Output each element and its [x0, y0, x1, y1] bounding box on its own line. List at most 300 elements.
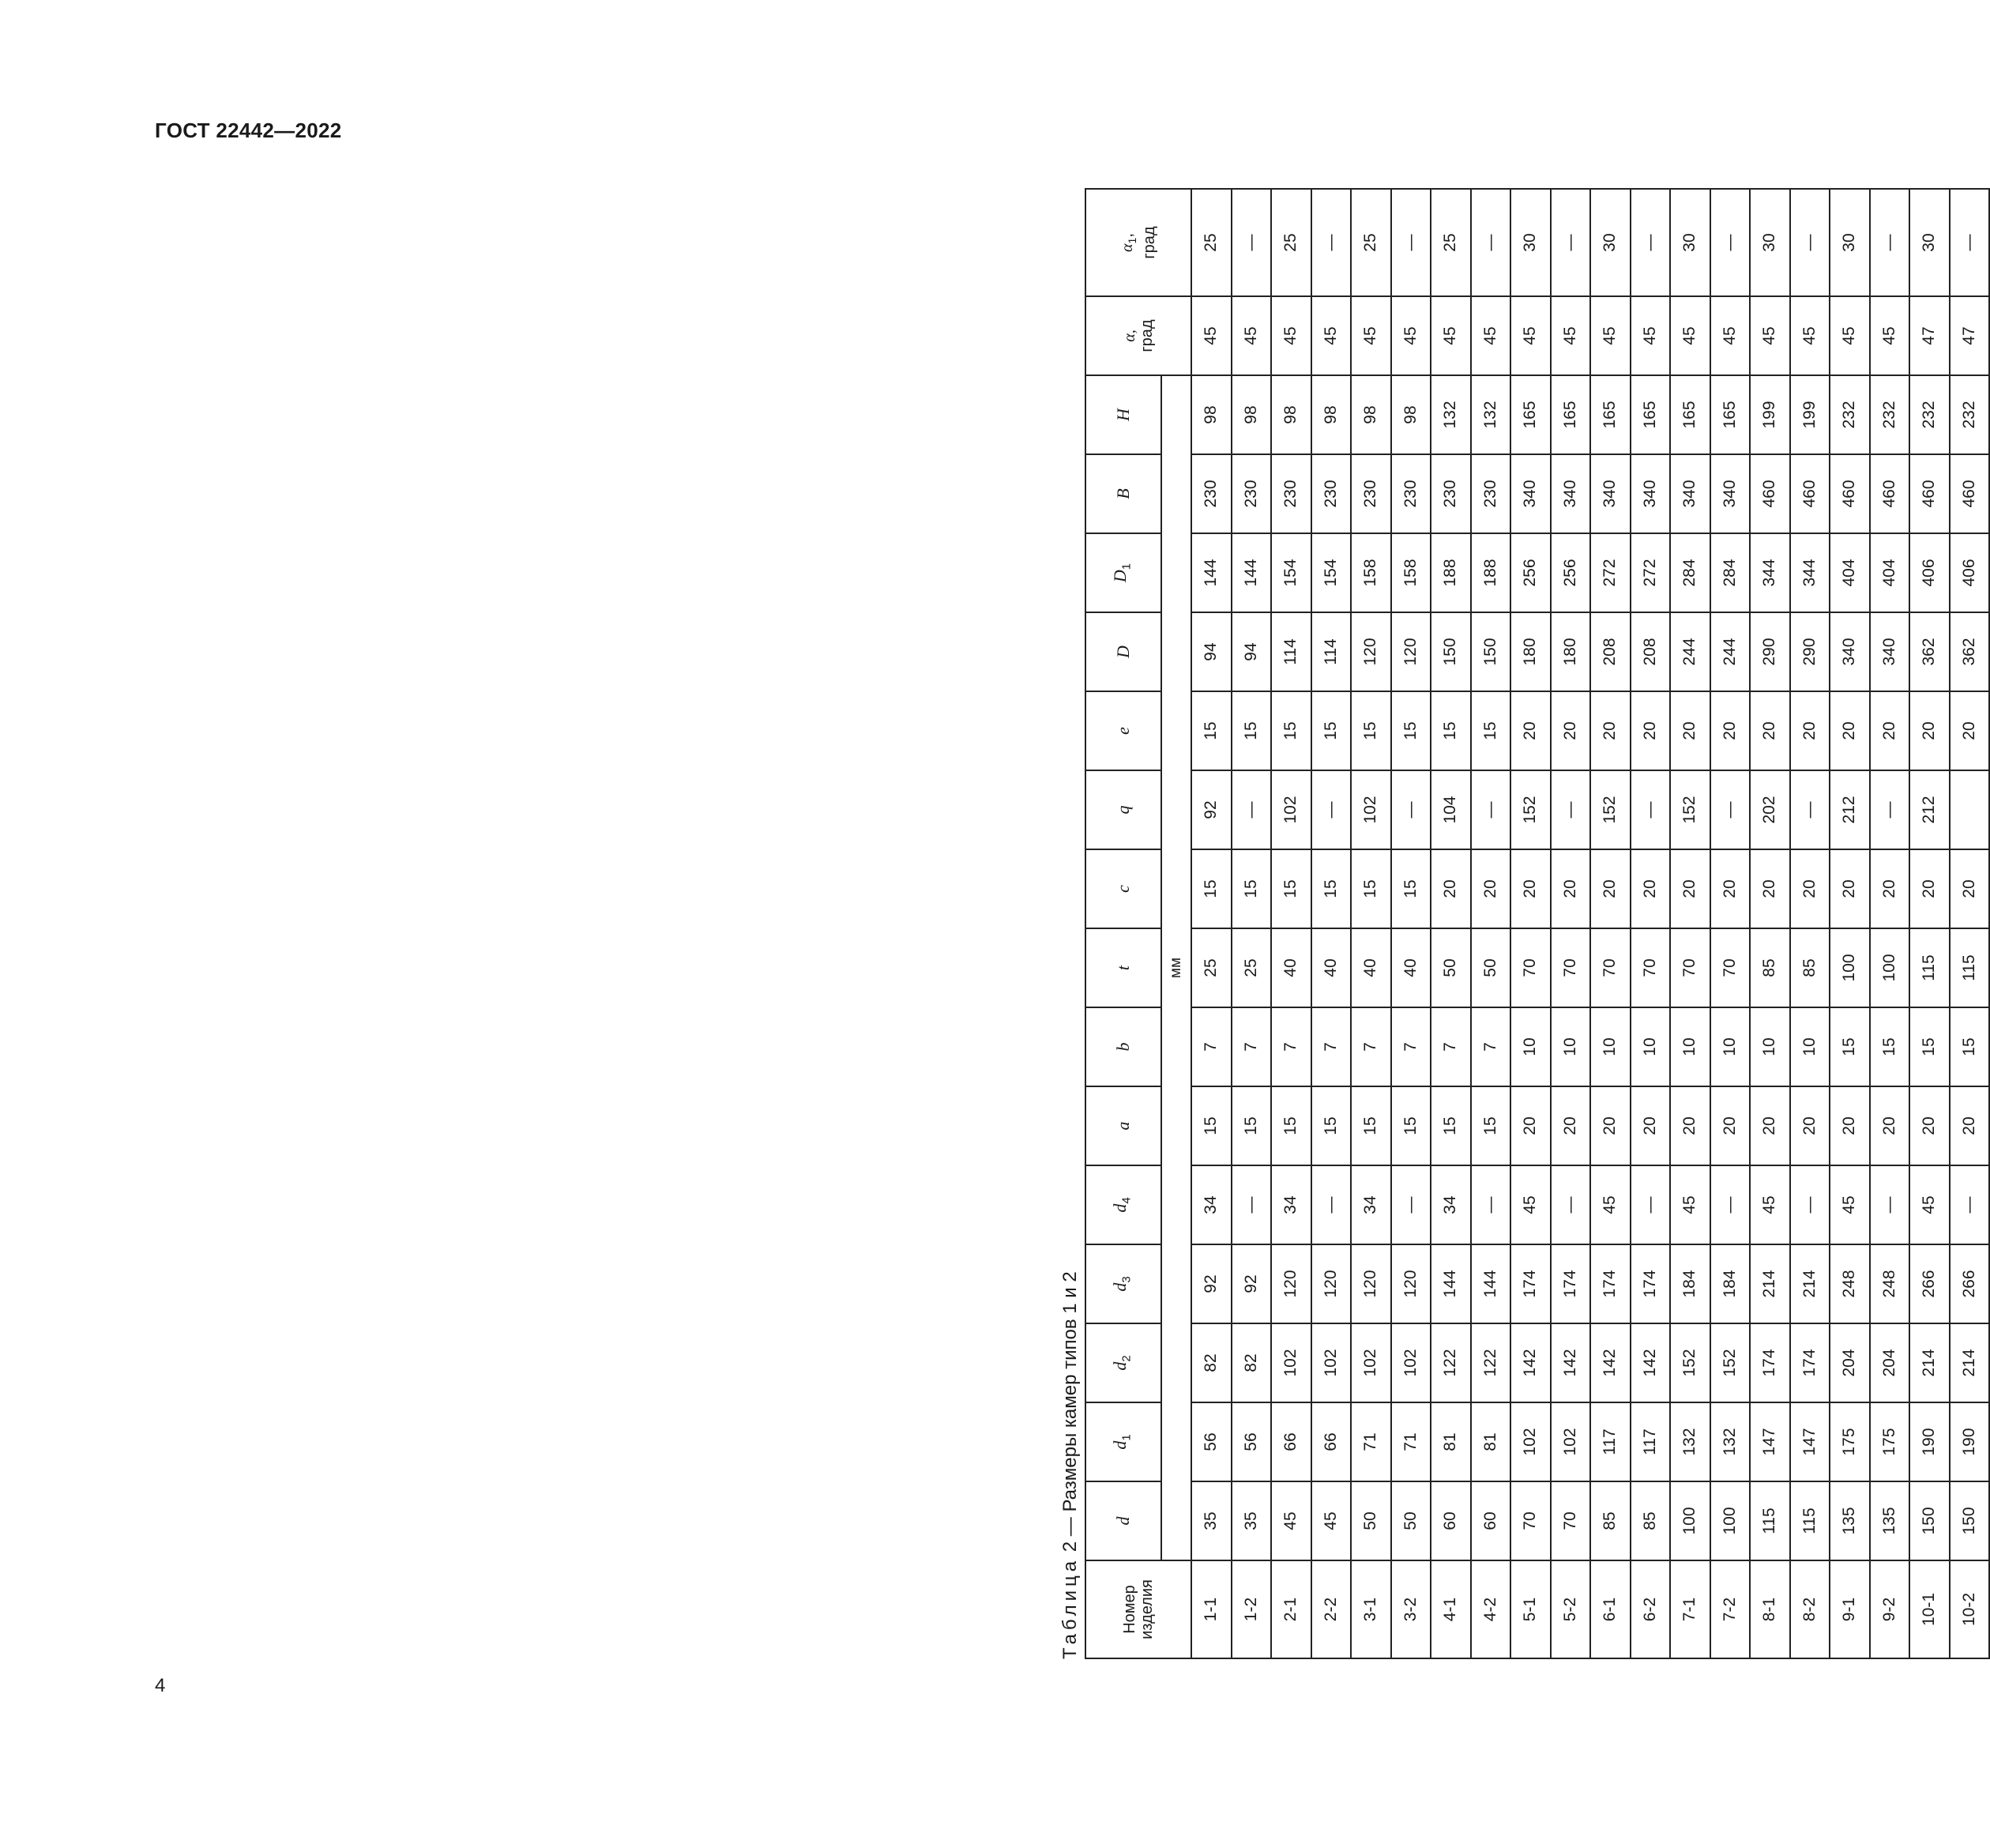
cell-D1: 406	[1909, 533, 1950, 612]
table-row	[1830, 189, 1870, 1658]
cell-q: 102	[1271, 770, 1311, 849]
cell-d2: 82	[1191, 1323, 1232, 1402]
cell-t: 40	[1271, 928, 1311, 1007]
cell-b: 7	[1471, 1007, 1511, 1086]
table-row	[1909, 189, 1950, 1658]
cell-d4: —	[1950, 1165, 1990, 1244]
col-header-d1: $d_1$	[1085, 1402, 1161, 1481]
cell-e: 15	[1191, 691, 1232, 770]
cell-a: 20	[1670, 1086, 1710, 1165]
col-header-d: d	[1085, 1481, 1161, 1560]
cell-product-number: 9-2	[1870, 1560, 1910, 1658]
dimensions-table	[1085, 188, 1990, 1659]
cell-alpha: 45	[1271, 296, 1311, 375]
cell-a: 15	[1391, 1086, 1431, 1165]
cell-d4: 45	[1830, 1165, 1870, 1244]
cell-alpha: 45	[1391, 296, 1431, 375]
cell-b: 10	[1551, 1007, 1591, 1086]
table-row	[1232, 189, 1272, 1658]
cell-alpha1: —	[1710, 189, 1751, 296]
cell-D1: 144	[1232, 533, 1272, 612]
cell-d2: 142	[1590, 1323, 1631, 1402]
cell-alpha: 45	[1870, 296, 1910, 375]
cell-c: 20	[1551, 849, 1591, 928]
cell-D1: 284	[1710, 533, 1751, 612]
cell-e: 20	[1631, 691, 1671, 770]
cell-D1: 154	[1271, 533, 1311, 612]
cell-product-number: 9-1	[1830, 1560, 1870, 1658]
cell-b: 10	[1590, 1007, 1631, 1086]
cell-product-number: 2-2	[1311, 1560, 1352, 1658]
cell-alpha: 45	[1790, 296, 1830, 375]
cell-d2: 122	[1431, 1323, 1471, 1402]
cell-d1: 81	[1471, 1402, 1511, 1481]
cell-d4: 34	[1271, 1165, 1311, 1244]
cell-d1: 190	[1909, 1402, 1950, 1481]
cell-d1: 132	[1710, 1402, 1751, 1481]
cell-e: 15	[1271, 691, 1311, 770]
cell-t: 70	[1670, 928, 1710, 1007]
cell-b: 7	[1271, 1007, 1311, 1086]
cell-product-number: 4-2	[1471, 1560, 1511, 1658]
cell-c: 20	[1950, 849, 1990, 928]
cell-product-number: 6-2	[1631, 1560, 1671, 1658]
cell-d4: —	[1232, 1165, 1272, 1244]
cell-a: 20	[1551, 1086, 1591, 1165]
col-header-a: a	[1085, 1086, 1161, 1165]
cell-d2: 142	[1551, 1323, 1591, 1402]
cell-b: 7	[1431, 1007, 1471, 1086]
document-header: ГОСТ 22442—2022	[155, 119, 342, 142]
cell-alpha1: 25	[1431, 189, 1471, 296]
cell-d3: 174	[1590, 1244, 1631, 1323]
cell-d3: 174	[1551, 1244, 1591, 1323]
cell-q: —	[1790, 770, 1830, 849]
cell-d3: 144	[1431, 1244, 1471, 1323]
cell-a: 20	[1510, 1086, 1551, 1165]
cell-e: 20	[1590, 691, 1631, 770]
col-header-alpha1: $\alpha_1$, град	[1085, 189, 1191, 296]
cell-d: 115	[1790, 1481, 1830, 1560]
col-header-product-number: Номер изделия	[1085, 1560, 1191, 1658]
cell-d1: 81	[1431, 1402, 1471, 1481]
table-row	[1311, 189, 1352, 1658]
cell-a: 20	[1870, 1086, 1910, 1165]
cell-a: 20	[1590, 1086, 1631, 1165]
cell-d4: 45	[1590, 1165, 1631, 1244]
cell-D: 114	[1271, 612, 1311, 691]
cell-H: 165	[1551, 375, 1591, 454]
cell-d: 135	[1830, 1481, 1870, 1560]
cell-B: 460	[1750, 454, 1790, 533]
cell-d1: 71	[1391, 1402, 1431, 1481]
cell-c: 15	[1311, 849, 1352, 928]
cell-d1: 102	[1510, 1402, 1551, 1481]
cell-B: 230	[1431, 454, 1471, 533]
cell-d3: 214	[1750, 1244, 1790, 1323]
cell-product-number: 7-1	[1670, 1560, 1710, 1658]
cell-alpha: 47	[1909, 296, 1950, 375]
cell-alpha1: 30	[1750, 189, 1790, 296]
cell-d: 85	[1631, 1481, 1671, 1560]
cell-d4: 34	[1431, 1165, 1471, 1244]
table-row	[1551, 189, 1591, 1658]
cell-d: 45	[1311, 1481, 1352, 1560]
cell-c: 15	[1351, 849, 1391, 928]
cell-product-number: 2-1	[1271, 1560, 1311, 1658]
cell-t: 70	[1590, 928, 1631, 1007]
cell-d: 100	[1670, 1481, 1710, 1560]
col-header-d3: $d_3$	[1085, 1244, 1161, 1323]
cell-d: 35	[1191, 1481, 1232, 1560]
table-row	[1471, 189, 1511, 1658]
table-caption	[1055, 1271, 1086, 1659]
cell-d4: —	[1631, 1165, 1671, 1244]
cell-alpha: 45	[1431, 296, 1471, 375]
cell-d4: —	[1710, 1165, 1751, 1244]
cell-B: 230	[1471, 454, 1511, 533]
cell-D1: 158	[1391, 533, 1431, 612]
cell-c: 20	[1870, 849, 1910, 928]
cell-a: 20	[1631, 1086, 1671, 1165]
col-header-t: t	[1085, 928, 1161, 1007]
cell-d1: 66	[1271, 1402, 1311, 1481]
cell-q: 92	[1191, 770, 1232, 849]
cell-d3: 248	[1870, 1244, 1910, 1323]
cell-D1: 406	[1950, 533, 1990, 612]
cell-d4: 45	[1670, 1165, 1710, 1244]
cell-a: 20	[1750, 1086, 1790, 1165]
cell-e: 15	[1311, 691, 1352, 770]
cell-B: 230	[1311, 454, 1352, 533]
cell-e: 20	[1710, 691, 1751, 770]
cell-a: 15	[1431, 1086, 1471, 1165]
cell-alpha: 45	[1830, 296, 1870, 375]
cell-t: 70	[1710, 928, 1751, 1007]
cell-D: 120	[1351, 612, 1391, 691]
cell-d1: 56	[1191, 1402, 1232, 1481]
cell-product-number: 6-1	[1590, 1560, 1631, 1658]
cell-d1: 102	[1551, 1402, 1591, 1481]
cell-b: 10	[1670, 1007, 1710, 1086]
cell-d: 45	[1271, 1481, 1311, 1560]
cell-D1: 188	[1431, 533, 1471, 612]
cell-e: 15	[1471, 691, 1511, 770]
cell-H: 98	[1351, 375, 1391, 454]
cell-D: 94	[1232, 612, 1272, 691]
cell-H: 98	[1191, 375, 1232, 454]
cell-a: 15	[1271, 1086, 1311, 1165]
cell-e: 20	[1750, 691, 1790, 770]
cell-D1: 158	[1351, 533, 1391, 612]
table-row	[1870, 189, 1910, 1658]
cell-B: 460	[1830, 454, 1870, 533]
cell-alpha1: 30	[1590, 189, 1631, 296]
cell-D: 94	[1191, 612, 1232, 691]
cell-d3: 120	[1271, 1244, 1311, 1323]
cell-t: 70	[1631, 928, 1671, 1007]
cell-d2: 214	[1909, 1323, 1950, 1402]
cell-t: 25	[1232, 928, 1272, 1007]
cell-e: 20	[1830, 691, 1870, 770]
cell-product-number: 5-1	[1510, 1560, 1551, 1658]
cell-B: 230	[1191, 454, 1232, 533]
cell-D: 208	[1631, 612, 1671, 691]
col-header-d2: $d_2$	[1085, 1323, 1161, 1402]
col-header-b: b	[1085, 1007, 1161, 1086]
cell-b: 15	[1830, 1007, 1870, 1086]
cell-alpha1: —	[1551, 189, 1591, 296]
cell-alpha1: 30	[1670, 189, 1710, 296]
cell-d2: 174	[1750, 1323, 1790, 1402]
cell-H: 98	[1232, 375, 1272, 454]
cell-b: 10	[1710, 1007, 1751, 1086]
cell-d2: 122	[1471, 1323, 1511, 1402]
cell-B: 460	[1870, 454, 1910, 533]
cell-product-number: 10-1	[1909, 1560, 1950, 1658]
cell-t: 100	[1870, 928, 1910, 1007]
cell-d: 50	[1351, 1481, 1391, 1560]
cell-d2: 102	[1351, 1323, 1391, 1402]
cell-d3: 184	[1710, 1244, 1751, 1323]
cell-d: 85	[1590, 1481, 1631, 1560]
cell-e: 20	[1909, 691, 1950, 770]
cell-D: 362	[1909, 612, 1950, 691]
rotated-table-block	[1055, 182, 1978, 1659]
cell-B: 340	[1631, 454, 1671, 533]
cell-B: 460	[1950, 454, 1990, 533]
cell-q: —	[1391, 770, 1431, 849]
col-header-D: D	[1085, 612, 1161, 691]
cell-q: 104	[1431, 770, 1471, 849]
cell-D: 340	[1870, 612, 1910, 691]
cell-D1: 272	[1590, 533, 1631, 612]
cell-c: 20	[1431, 849, 1471, 928]
table-caption-lead: Таблица	[1059, 1556, 1081, 1659]
table-row	[1271, 189, 1311, 1658]
cell-t: 50	[1471, 928, 1511, 1007]
cell-D: 150	[1431, 612, 1471, 691]
table-row	[1950, 189, 1990, 1658]
cell-t: 100	[1830, 928, 1870, 1007]
cell-a: 20	[1909, 1086, 1950, 1165]
cell-q: 152	[1510, 770, 1551, 849]
cell-a: 20	[1710, 1086, 1751, 1165]
cell-B: 340	[1710, 454, 1751, 533]
table-row	[1670, 189, 1710, 1658]
cell-a: 15	[1191, 1086, 1232, 1165]
cell-alpha1: —	[1471, 189, 1511, 296]
cell-D1: 344	[1750, 533, 1790, 612]
cell-alpha: 45	[1510, 296, 1551, 375]
cell-alpha1: —	[1232, 189, 1272, 296]
cell-d3: 214	[1790, 1244, 1830, 1323]
cell-d3: 144	[1471, 1244, 1511, 1323]
cell-d3: 174	[1510, 1244, 1551, 1323]
cell-d4: —	[1391, 1165, 1431, 1244]
cell-alpha1: —	[1950, 189, 1990, 296]
cell-H: 132	[1471, 375, 1511, 454]
cell-d3: 120	[1351, 1244, 1391, 1323]
cell-alpha: 45	[1631, 296, 1671, 375]
cell-d4: 34	[1351, 1165, 1391, 1244]
cell-q: —	[1311, 770, 1352, 849]
cell-H: 199	[1750, 375, 1790, 454]
cell-t: 40	[1311, 928, 1352, 1007]
cell-alpha1: 25	[1271, 189, 1311, 296]
cell-D1: 284	[1670, 533, 1710, 612]
cell-B: 340	[1590, 454, 1631, 533]
cell-d4: 34	[1191, 1165, 1232, 1244]
cell-B: 340	[1510, 454, 1551, 533]
cell-c: 20	[1790, 849, 1830, 928]
cell-D1: 256	[1510, 533, 1551, 612]
cell-q: —	[1631, 770, 1671, 849]
cell-D: 290	[1750, 612, 1790, 691]
cell-d: 150	[1909, 1481, 1950, 1560]
cell-d2: 102	[1271, 1323, 1311, 1402]
cell-H: 98	[1391, 375, 1431, 454]
cell-d: 135	[1870, 1481, 1910, 1560]
cell-d4: 45	[1510, 1165, 1551, 1244]
cell-d4: —	[1551, 1165, 1591, 1244]
cell-H: 165	[1670, 375, 1710, 454]
cell-t: 70	[1551, 928, 1591, 1007]
cell-alpha1: 30	[1510, 189, 1551, 296]
cell-D1: 272	[1631, 533, 1671, 612]
cell-t: 70	[1510, 928, 1551, 1007]
cell-D1: 344	[1790, 533, 1830, 612]
table-row	[1510, 189, 1551, 1658]
cell-b: 10	[1790, 1007, 1830, 1086]
col-header-q: q	[1085, 770, 1161, 849]
cell-e: 20	[1870, 691, 1910, 770]
cell-D1: 144	[1191, 533, 1232, 612]
cell-d: 150	[1950, 1481, 1990, 1560]
cell-H: 232	[1870, 375, 1910, 454]
table-row	[1351, 189, 1391, 1658]
table-caption-text: 2 — Размеры камер типов 1 и 2	[1059, 1271, 1081, 1557]
cell-alpha: 45	[1311, 296, 1352, 375]
cell-b: 15	[1870, 1007, 1910, 1086]
col-header-B: B	[1085, 454, 1161, 533]
cell-D: 180	[1551, 612, 1591, 691]
cell-b: 7	[1311, 1007, 1352, 1086]
cell-H: 132	[1431, 375, 1471, 454]
cell-d4: —	[1471, 1165, 1511, 1244]
cell-d2: 204	[1870, 1323, 1910, 1402]
cell-D1: 256	[1551, 533, 1591, 612]
cell-d1: 117	[1631, 1402, 1671, 1481]
cell-c: 15	[1232, 849, 1272, 928]
cell-product-number: 1-2	[1232, 1560, 1272, 1658]
cell-q: —	[1710, 770, 1751, 849]
col-header-e: e	[1085, 691, 1161, 770]
cell-alpha: 45	[1750, 296, 1790, 375]
cell-t: 115	[1909, 928, 1950, 1007]
table-row	[1750, 189, 1790, 1658]
cell-q: 102	[1351, 770, 1391, 849]
cell-d3: 266	[1950, 1244, 1990, 1323]
cell-product-number: 8-1	[1750, 1560, 1790, 1658]
cell-e: 20	[1790, 691, 1830, 770]
cell-B: 230	[1271, 454, 1311, 533]
cell-c: 20	[1471, 849, 1511, 928]
cell-alpha1: 25	[1191, 189, 1232, 296]
table-row	[1391, 189, 1431, 1658]
cell-c: 20	[1510, 849, 1551, 928]
cell-t: 115	[1950, 928, 1990, 1007]
cell-a: 15	[1311, 1086, 1352, 1165]
cell-alpha1: —	[1790, 189, 1830, 296]
cell-D1: 404	[1830, 533, 1870, 612]
cell-d: 60	[1431, 1481, 1471, 1560]
cell-q: 152	[1590, 770, 1631, 849]
table-body	[1191, 189, 1989, 1658]
cell-b: 15	[1909, 1007, 1950, 1086]
cell-d1: 132	[1670, 1402, 1710, 1481]
cell-q: 152	[1670, 770, 1710, 849]
cell-d3: 120	[1311, 1244, 1352, 1323]
cell-d: 70	[1510, 1481, 1551, 1560]
cell-a: 15	[1471, 1086, 1511, 1165]
cell-c: 20	[1909, 849, 1950, 928]
page-number: 4	[155, 1675, 166, 1696]
cell-product-number: 4-1	[1431, 1560, 1471, 1658]
cell-H: 232	[1909, 375, 1950, 454]
cell-H: 165	[1590, 375, 1631, 454]
cell-D: 114	[1311, 612, 1352, 691]
cell-alpha: 45	[1710, 296, 1751, 375]
cell-B: 230	[1351, 454, 1391, 533]
cell-q: —	[1551, 770, 1591, 849]
table-row	[1590, 189, 1631, 1658]
cell-b: 7	[1191, 1007, 1232, 1086]
cell-alpha: 45	[1232, 296, 1272, 375]
col-header-alpha: α, град	[1085, 296, 1191, 375]
cell-alpha: 45	[1670, 296, 1710, 375]
cell-a: 15	[1351, 1086, 1391, 1165]
cell-d2: 102	[1311, 1323, 1352, 1402]
cell-B: 230	[1232, 454, 1272, 533]
cell-D: 120	[1391, 612, 1431, 691]
cell-H: 165	[1631, 375, 1671, 454]
cell-e: 20	[1950, 691, 1990, 770]
cell-d3: 120	[1391, 1244, 1431, 1323]
cell-B: 230	[1391, 454, 1431, 533]
cell-d2: 152	[1710, 1323, 1751, 1402]
cell-q: —	[1870, 770, 1910, 849]
cell-e: 20	[1510, 691, 1551, 770]
cell-H: 165	[1510, 375, 1551, 454]
cell-q	[1950, 770, 1990, 849]
cell-a: 20	[1830, 1086, 1870, 1165]
cell-D1: 404	[1870, 533, 1910, 612]
cell-product-number: 3-2	[1391, 1560, 1431, 1658]
cell-d: 115	[1750, 1481, 1790, 1560]
cell-a: 20	[1950, 1086, 1990, 1165]
cell-d1: 66	[1311, 1402, 1352, 1481]
cell-D1: 154	[1311, 533, 1352, 612]
cell-c: 20	[1710, 849, 1751, 928]
cell-c: 20	[1830, 849, 1870, 928]
cell-H: 98	[1311, 375, 1352, 454]
cell-e: 20	[1670, 691, 1710, 770]
cell-alpha1: 30	[1909, 189, 1950, 296]
cell-e: 20	[1551, 691, 1591, 770]
cell-d: 60	[1471, 1481, 1511, 1560]
cell-c: 20	[1750, 849, 1790, 928]
